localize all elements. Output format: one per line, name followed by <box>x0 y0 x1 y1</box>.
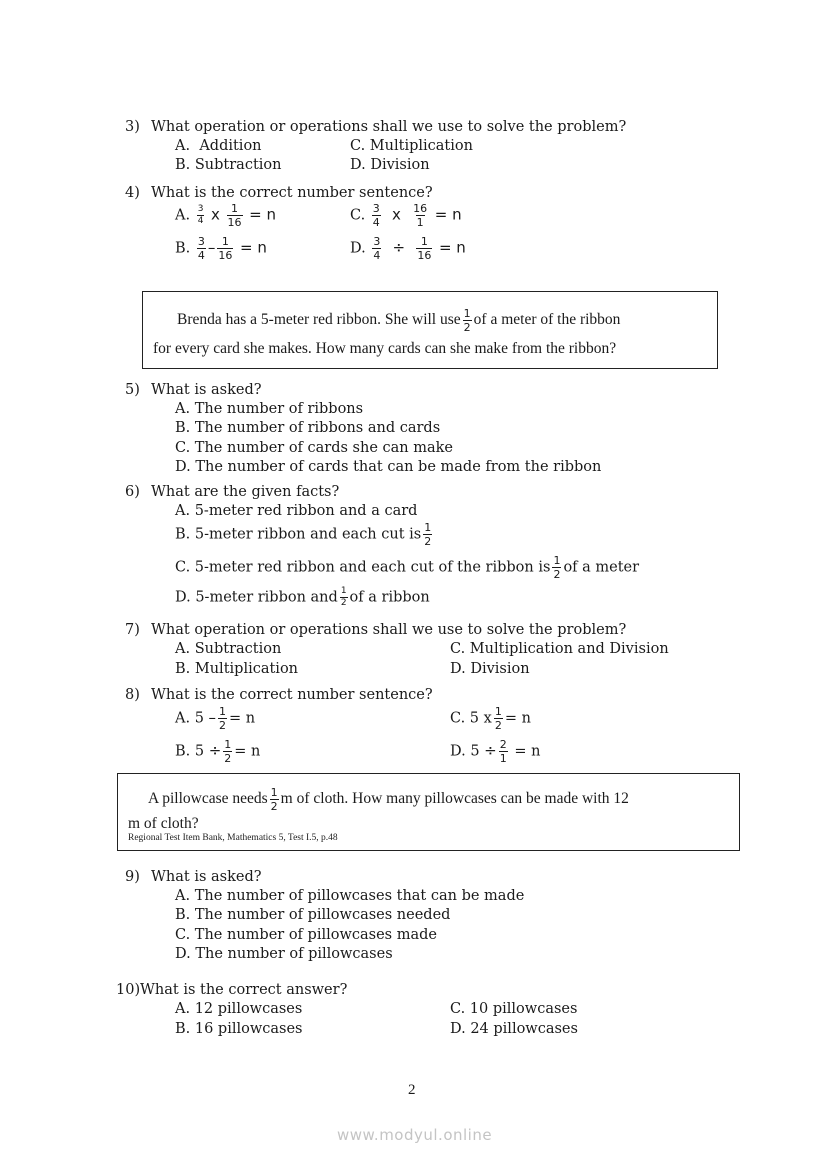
q4-option-a <box>175 203 276 228</box>
fraction: $\frac{2}{1}$ <box>499 738 507 765</box>
question-10 <box>116 982 347 998</box>
option-letter: B. <box>175 1021 191 1037</box>
option-text: Addition <box>199 138 262 154</box>
question-text: What operation or operations shall we use to solve the problem? <box>151 119 627 135</box>
question-text: What is the correct number sentence? <box>151 687 433 703</box>
option-text-after: of a meter <box>563 559 640 576</box>
fraction: $\frac{1}{2}$ <box>270 785 278 813</box>
operator: x <box>392 205 401 224</box>
q9-option-c <box>175 927 437 943</box>
problem-text: A pillowcase needs <box>148 790 268 807</box>
q10-option-a <box>175 1001 302 1017</box>
option-text: Multiplication and Division <box>469 641 669 657</box>
word-problem-box-ribbon <box>142 291 718 369</box>
question-7 <box>125 622 626 638</box>
option-text: The number of ribbons and cards <box>194 420 441 436</box>
question-4 <box>125 185 433 201</box>
q8-option-a <box>175 706 255 731</box>
option-letter: A. <box>175 1001 191 1017</box>
q6-option-b <box>175 522 434 547</box>
fraction: $\frac{1}{2}$ <box>494 705 502 732</box>
fraction: $\frac{3}{4}$ <box>373 235 381 262</box>
option-text: 12 pillowcases <box>194 1001 303 1017</box>
equals: = n <box>229 710 256 727</box>
page-number: 2 <box>408 1082 416 1098</box>
q8-option-b <box>175 739 260 764</box>
q7-option-a <box>175 641 281 657</box>
operator: ÷ <box>208 741 222 760</box>
option-letter: D. <box>175 946 191 962</box>
q6-option-d <box>175 587 430 608</box>
q5-option-c <box>175 440 453 456</box>
question-9 <box>125 869 262 885</box>
option-text: Division <box>370 157 430 173</box>
q8-option-c <box>450 706 531 731</box>
fraction: $\frac{1}{16}$ <box>218 235 233 262</box>
fraction: $\frac{3}{4}$ <box>197 204 204 226</box>
option-text: The number of cards that can be made from the ribbon <box>195 459 602 475</box>
fraction: $\frac{3}{4}$ <box>372 202 380 229</box>
option-letter: C. <box>450 710 466 727</box>
question-6 <box>125 484 339 500</box>
option-letter: B. <box>175 661 191 677</box>
option-letter: D. <box>175 589 191 606</box>
option-text: 16 pillowcases <box>194 1021 303 1037</box>
option-letter: B. <box>175 907 191 923</box>
fraction: $\frac{1}{2}$ <box>424 521 432 548</box>
q4-option-c <box>350 203 462 228</box>
equals: = n <box>249 205 276 224</box>
option-text: 10 pillowcases <box>469 1001 578 1017</box>
option-text: Subtraction <box>194 157 282 173</box>
question-text: What operation or operations shall we use to solve the problem? <box>151 622 627 638</box>
option-text: 5-meter ribbon and <box>195 589 338 606</box>
option-letter: A. <box>175 207 191 224</box>
question-number: 10) <box>116 982 141 998</box>
question-number: 9) <box>125 869 140 885</box>
equals: = n <box>234 743 261 760</box>
option-letter: A. <box>175 401 191 417</box>
question-5 <box>125 382 262 398</box>
option-letter: D. <box>450 1021 466 1037</box>
q10-option-c <box>450 1001 577 1017</box>
operator: x <box>211 205 220 224</box>
option-text: 5-meter red ribbon and each cut of the ribbon is <box>194 559 551 576</box>
option-text: Multiplication <box>194 661 299 677</box>
fraction: $\frac{3}{4}$ <box>197 235 205 262</box>
question-text: What is the correct answer? <box>140 982 348 998</box>
option-letter: A. <box>175 710 191 727</box>
option-letter: C. <box>450 1001 466 1017</box>
problem-line-2: for every card she makes. How many cards can she make from the ribbon? <box>153 340 617 357</box>
question-text: What are the given facts? <box>151 484 340 500</box>
question-number: 4) <box>125 185 140 201</box>
option-letter: A. <box>175 503 191 519</box>
equals: = n <box>504 710 531 727</box>
q3-option-a <box>175 138 262 154</box>
option-text: 5-meter red ribbon and a card <box>194 503 418 519</box>
option-text: The number of pillowcases needed <box>194 907 451 923</box>
q7-option-c <box>450 641 669 657</box>
problem-text: Brenda has a 5-meter red ribbon. She will use <box>177 311 461 328</box>
option-letter: D. <box>450 661 466 677</box>
option-text: The number of pillowcases made <box>194 927 437 943</box>
q5-option-d <box>175 459 601 475</box>
fraction: $\frac{16}{1}$ <box>413 202 428 229</box>
operator: – <box>208 708 217 727</box>
problem-line-2: m of cloth? <box>128 815 199 832</box>
question-number: 7) <box>125 622 140 638</box>
question-number: 8) <box>125 687 140 703</box>
option-text: Division <box>470 661 530 677</box>
q3-option-d <box>350 157 430 173</box>
option-text: The number of pillowcases <box>195 946 393 962</box>
question-text: What is asked? <box>151 382 262 398</box>
fraction: $\frac{1}{2}$ <box>224 738 232 765</box>
option-letter: C. <box>175 440 191 456</box>
option-text: 5-meter ribbon and each cut is <box>194 526 422 543</box>
problem-text: m of cloth. How many pillowcases can be made with 12 <box>280 790 629 807</box>
equals: = n <box>239 238 267 257</box>
q4-option-b <box>175 236 267 261</box>
fraction: $\frac{1}{2}$ <box>463 306 471 334</box>
option-letter: C. <box>175 559 191 576</box>
q6-option-a <box>175 503 417 519</box>
source-citation: Regional Test Item Bank, Mathematics 5, Test I.5, p.48 <box>128 833 338 843</box>
question-8 <box>125 687 433 703</box>
option-letter: B. <box>175 526 191 543</box>
fraction: $\frac{1}{2}$ <box>340 586 347 608</box>
option-letter: A. <box>175 641 191 657</box>
word-problem-box-pillowcase <box>117 773 740 851</box>
option-letter: B. <box>175 743 191 760</box>
question-number: 6) <box>125 484 140 500</box>
question-text: What is the correct number sentence? <box>151 185 433 201</box>
q7-option-b <box>175 661 298 677</box>
option-letter: C. <box>350 207 366 224</box>
option-text: Subtraction <box>194 641 282 657</box>
option-letter: B. <box>175 420 191 436</box>
question-number: 3) <box>125 119 140 135</box>
question-number: 5) <box>125 382 140 398</box>
operator: ÷ <box>392 238 406 257</box>
equals: = n <box>514 743 541 760</box>
q9-option-d <box>175 946 393 962</box>
problem-line-1 <box>177 307 620 333</box>
option-letter: A. <box>175 138 191 154</box>
fraction: $\frac{1}{2}$ <box>219 705 227 732</box>
q9-option-a <box>175 888 524 904</box>
whole-number: 5 <box>469 710 480 727</box>
q9-option-b <box>175 907 450 923</box>
option-text: 24 pillowcases <box>470 1021 578 1037</box>
whole-number: 5 <box>194 743 205 760</box>
question-3 <box>125 119 626 135</box>
option-letter: D. <box>175 459 191 475</box>
q3-option-c <box>350 138 473 154</box>
option-letter: D. <box>450 743 466 760</box>
operator: – <box>207 238 216 257</box>
whole-number: 5 <box>194 710 204 727</box>
q8-option-d <box>450 739 540 764</box>
q10-option-b <box>175 1021 303 1037</box>
option-letter: A. <box>175 888 191 904</box>
fraction: $\frac{1}{16}$ <box>227 202 242 229</box>
option-letter: C. <box>175 927 191 943</box>
problem-line-1 <box>148 786 629 812</box>
q5-option-b <box>175 420 440 436</box>
q7-option-d <box>450 661 530 677</box>
q6-option-c <box>175 555 639 580</box>
option-letter: B. <box>175 157 191 173</box>
problem-text: of a meter of the ribbon <box>473 311 621 328</box>
q10-option-d <box>450 1021 578 1037</box>
equals: = n <box>434 205 462 224</box>
option-letter: D. <box>350 240 366 257</box>
watermark: www.modyul.online <box>337 1126 493 1144</box>
option-text-after: of a ribbon <box>349 589 430 606</box>
question-text: What is asked? <box>151 869 262 885</box>
option-text: The number of cards she can make <box>194 440 454 456</box>
option-letter: D. <box>350 157 366 173</box>
option-text: The number of ribbons <box>194 401 364 417</box>
q3-option-b <box>175 157 282 173</box>
equals: = n <box>438 238 466 257</box>
operator: ÷ <box>484 741 497 760</box>
fraction: $\frac{1}{2}$ <box>553 554 561 581</box>
option-text: Multiplication <box>369 138 473 154</box>
option-letter: C. <box>350 138 366 154</box>
option-text: The number of pillowcases that can be made <box>194 888 525 904</box>
whole-number: 5 <box>470 743 480 760</box>
q5-option-a <box>175 401 363 417</box>
fraction: $\frac{1}{16}$ <box>417 235 432 262</box>
q4-option-d <box>350 236 466 261</box>
option-letter: C. <box>450 641 466 657</box>
option-letter: B. <box>175 240 191 257</box>
operator: x <box>483 710 492 727</box>
